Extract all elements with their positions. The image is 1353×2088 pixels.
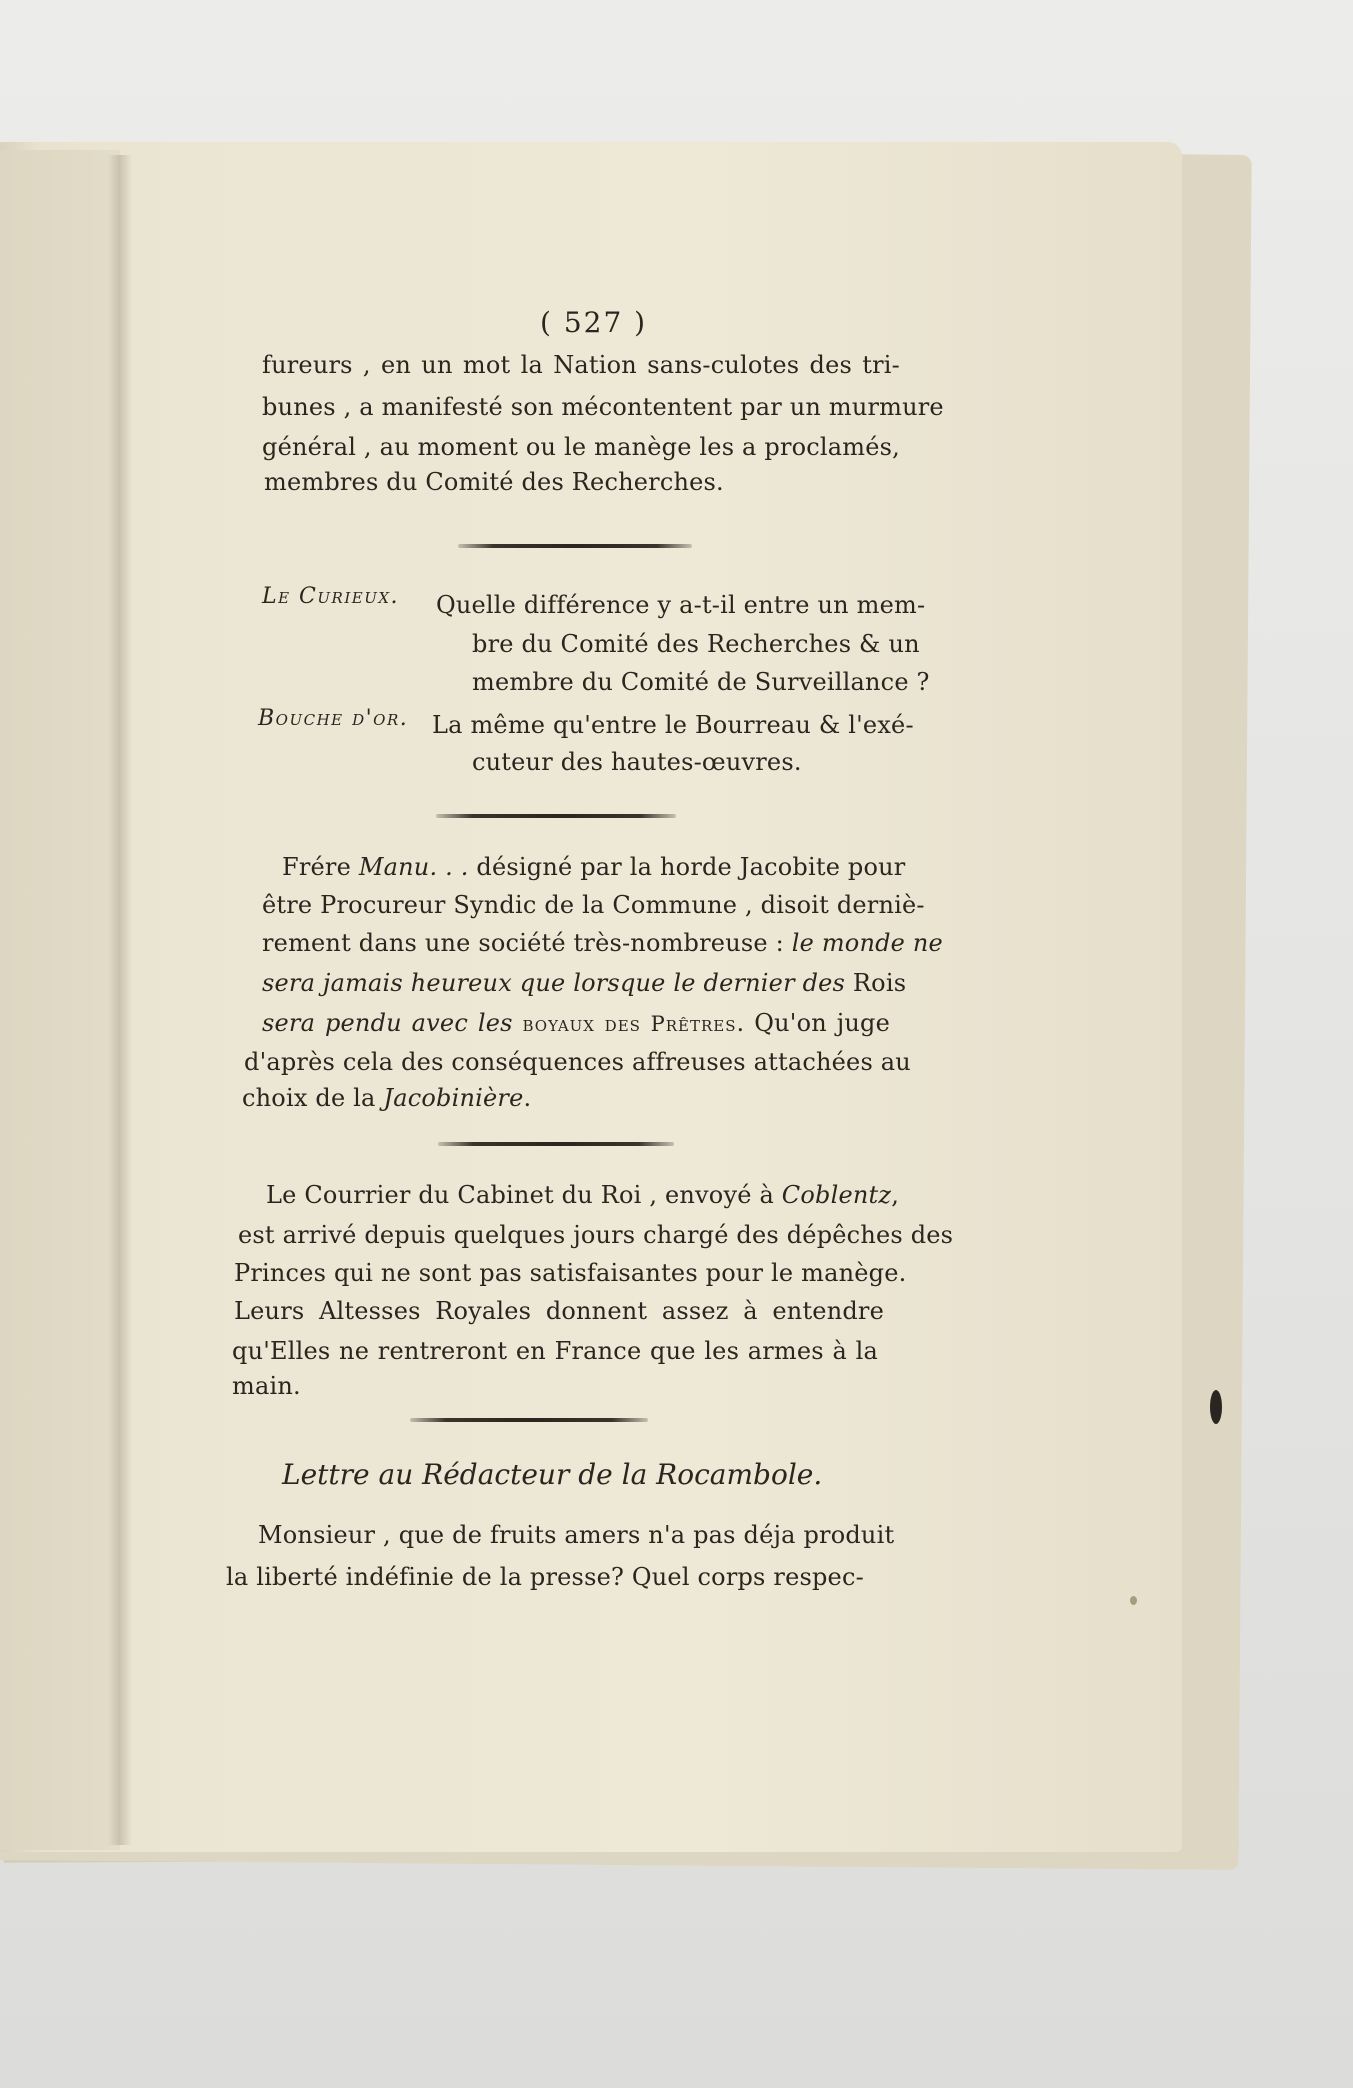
- paragraph3-line-6: main.: [232, 1372, 301, 1400]
- paragraph2-line-3: [262, 928, 943, 958]
- letter-line-1: Monsieur , que de fruits amers n'a pas déja produit: [258, 1521, 895, 1549]
- quote-span: sera jamais heureux que lorsque le dernier des: [262, 969, 846, 997]
- text-span: ,: [891, 1181, 900, 1209]
- text-span: .: [523, 1084, 532, 1112]
- paragraph2-line-7: [242, 1083, 531, 1113]
- divider-rule: [410, 1418, 648, 1422]
- paragraph3-line-4: Leurs Altesses Royales donnent assez à entendre: [234, 1297, 884, 1325]
- quote-span: le monde ne: [791, 929, 943, 957]
- text-span: Rois: [845, 969, 907, 997]
- paragraph2-line-6: d'après cela des conséquences affreuses attachées au: [244, 1048, 911, 1076]
- paragraph3-line-1: [266, 1180, 900, 1210]
- divider-rule: [438, 1142, 674, 1146]
- divider-rule: [436, 814, 676, 818]
- name-jacobiniere: Jacobinière: [383, 1084, 524, 1112]
- text-span: rement dans une société très-nombreuse :: [262, 929, 792, 957]
- dialogue-line-5: cuteur des hautes-œuvres.: [472, 748, 802, 776]
- paragraph3-line-2: est arrivé depuis quelques jours chargé des dépêches des: [238, 1221, 954, 1249]
- intro-line-2: bunes , a manifesté son mécontentent par un murmure: [262, 393, 944, 421]
- text-span: choix de la: [242, 1084, 384, 1112]
- smallcaps-span: boyaux des Prêtres: [522, 1012, 737, 1036]
- paragraph2-line-2: être Procureur Syndic de la Commune , disoit derniè-: [262, 891, 925, 919]
- place-coblentz: Coblentz: [781, 1181, 892, 1209]
- paragraph3-line-5: qu'Elles ne rentreront en France que les armes à la: [232, 1337, 878, 1365]
- divider-rule: [458, 544, 692, 548]
- quote-span: sera pendu avec les: [262, 1009, 523, 1037]
- dialogue-line-2: bre du Comité des Recherches & un: [472, 630, 920, 658]
- name-manu: Manu. . .: [358, 853, 469, 881]
- paragraph2-line-1: [282, 852, 906, 882]
- text-span: Le Courrier du Cabinet du Roi , envoyé à: [266, 1181, 782, 1209]
- intro-line-3: général , au moment ou le manège les a proclamés,: [262, 433, 901, 461]
- text-span: désigné par la horde Jacobite pour: [468, 853, 906, 881]
- page-number: ( 527 ): [540, 306, 648, 339]
- letter-heading: Lettre au Rédacteur de la Rocambole.: [282, 1458, 823, 1491]
- paragraph3-line-3: Princes qui ne sont pas satisfaisantes pour le manège.: [234, 1259, 907, 1287]
- speaker-le-curieux: Le Curieux.: [262, 584, 400, 609]
- intro-line-1: fureurs , en un mot la Nation sans-culotes des tri-: [262, 351, 900, 379]
- dialogue-line-1: Quelle différence y a-t-il entre un mem-: [436, 591, 926, 619]
- dialogue-line-4: La même qu'entre le Bourreau & l'exé-: [432, 711, 914, 739]
- text-span: . Qu'on juge: [736, 1009, 890, 1037]
- letter-line-2: la liberté indéfinie de la presse? Quel corps respec-: [226, 1563, 864, 1591]
- dialogue-line-3: membre du Comité de Surveillance ?: [472, 668, 930, 696]
- paragraph2-line-4: [262, 968, 907, 998]
- text-span: Frére: [282, 853, 359, 881]
- speaker-bouche-dor: Bouche d'or.: [258, 706, 409, 731]
- paragraph2-line-5: [262, 1008, 890, 1039]
- intro-line-4: membres du Comité des Recherches.: [264, 468, 724, 496]
